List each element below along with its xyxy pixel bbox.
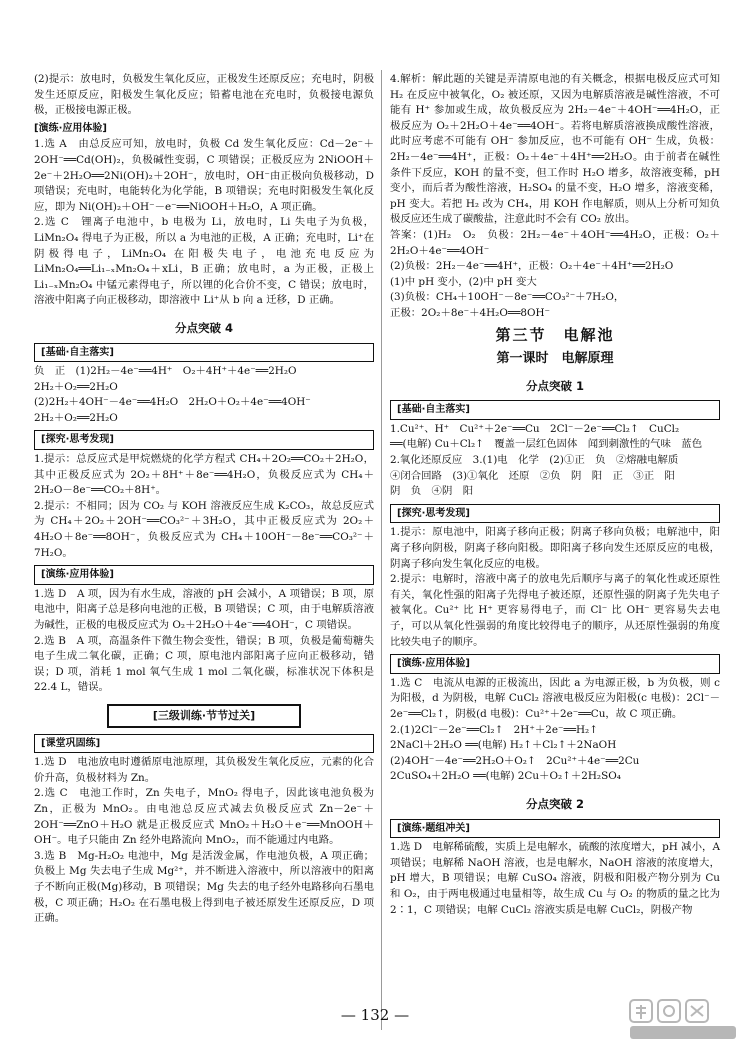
answer-line: 答案：(1)H₂ O₂ 负极：2H₂－4e⁻＋4OH⁻══4H₂O，正极：O₂＋2H₂O＋4e⁻══4OH⁻ bbox=[390, 228, 720, 257]
lesson-title: 第一课时 电解原理 bbox=[496, 351, 614, 367]
answer-line: 2NaCl＋2H₂O ══(电解) H₂↑＋Cl₂↑＋2NaOH bbox=[390, 739, 617, 752]
section-heading: 分点突破 1 bbox=[525, 378, 584, 393]
answer-line: 阴 负 ④阴 阳 bbox=[390, 485, 474, 498]
section-label: [探究·思考发现] bbox=[34, 430, 374, 450]
answer-line: ══(电解) Cu＋Cl₂↑ 覆盖一层红色固体 闻到刺激性的气味 蓝色 bbox=[390, 438, 703, 451]
answer-item: 2.选 B A 项，高温条件下微生物会变性，错误；B 项，负极是葡萄糖失电子生成二氧化碳，正确；C 项，原电池内部阳离子应向正极移动，错误；D 项，消耗 1 mol 氧气生成 1 mol 二氧化碳，标准状况下体积是 22.4 L，错误。 bbox=[34, 634, 374, 694]
answer-item: 4.解析：解此题的关键是弄清原电池的有关概念，根据电极反应式可知 H₂ 在反应中被氧化，O₂ 被还原，又因为电解质溶液是碱性溶液，不可能有 H⁺ 参加或生成，故负极反应为 2H₂－4e⁻＋4OH⁻══4H₂O，正极反应为 O₂＋2H₂O＋4e⁻══4OH⁻。若将电解质溶液换成酸性溶液，此时应考虑不可能有 OH⁻ 参加反应，也不可能有 OH⁻ 生成，负极：2H₂－4e⁻══4H⁺，正极：O₂＋4e⁻＋4H⁺══2H₂O。由于前者在碱性条件下反应，KOH 的量不变，但工作时 H₂O 增多，故溶液变稀，pH 变小，而后者为酸性溶液，H₂SO₄ 的量不变，H₂O 增多，溶液变稀，pH 变大。若把 H₂ 改为 CH₄，用 KOH 作电解质，则从上分析可知负极反应还生成了碳酸盐，注意此时不会有 CO₂ 放出。 bbox=[390, 73, 720, 226]
answer-item: 2.提示：电解时，溶液中离子的放电先后顺序与离子的氧化性或还原性有关，氧化性强的阳离子先得电子被还原，还原性强的阴离子先失电子被氧化。Cu²⁺ 比 H⁺ 更容易得电子，而 Cl⁻ 比 OH⁻ 更容易失去电子，可以从氧化性强弱的角度比较得电子的顺序，从还原性强弱的角度比较失电子的顺序。 bbox=[390, 573, 720, 648]
answer-line: 负 正 (1)2H₂－4e⁻══4H⁺ O₂＋4H⁺＋4e⁻══2H₂O bbox=[34, 365, 297, 378]
section-heading: 分点突破 4 bbox=[174, 320, 233, 335]
answer-line: (2)负极：2H₂－4e⁻══4H⁺，正极：O₂＋4e⁻＋4H⁺══2H₂O bbox=[390, 260, 674, 273]
section-label: [基础·自主落实] bbox=[34, 343, 374, 363]
answer-item: 1.选 A 由总反应可知，放电时，负极 Cd 发生氧化反应：Cd－2e⁻＋2OH⁻══Cd(OH)₂，负极碱性变弱，C 项错误；正极反应为 2NiOOH＋2e⁻＋2H₂O══2Ni(OH)₂＋2OH⁻，放电时，OH⁻由正极向负极移动，D 项错误；充电时，电能转化为化学能，B 项错误；充电时阳极发生氧化反应，即为 Ni(OH)₂＋OH⁻－e⁻══NiOOH＋H₂O，A 项正确。 bbox=[34, 138, 374, 213]
answer-item: 1.选 D 电解稀硫酸，实质上是电解水，硫酸的浓度增大，pH 减小，A 项错误；电解稀 NaOH 溶液，也是电解水，NaOH 溶液的浓度增大，pH 增大，B 项错误；电解 CuSO₄ 溶液，阴极和阳极产物分别为 Cu 和 O₂，由于两电极通过电量相等，故生成 Cu 与 O₂ 的物质的量之比为 2∶1，C 项错误；电解 CuCl₂ 溶液实质是电解 CuCl₂，阴极产物 bbox=[390, 841, 720, 916]
training-banner: [三级训练·节节过关] bbox=[107, 704, 301, 728]
answer-item: 3.选 B Mg-H₂O₂ 电池中，Mg 是活泼金属，作电池负极，A 项正确；负极上 Mg 失去电子生成 Mg²⁺，并不断进入溶液中，所以溶液中的阳离子不断向正极(Mg)移动，B 项错误；Mg 失去的电子经外电路移向石墨电极，C 项正确；H₂O₂ 在石墨电极上得到电子被还原发生还原反应，D 项正确。 bbox=[34, 849, 374, 925]
answer-item: 1.提示：原电池中，阳离子移向正极；阴离子移向负极；电解池中，阳离子移向阴极，阴离子移向阳极。即阳离子移向发生还原反应的电极，阴离子移向发生氧化反应的电极。 bbox=[390, 526, 720, 570]
answer-line: 2CuSO₄＋2H₂O ══(电解) 2Cu＋O₂↑＋2H₂SO₄ bbox=[390, 770, 621, 783]
answer-item: 2.选 C 锂离子电池中，b 电极为 Li，放电时，Li 失电子为负极，LiMn₂O₄ 得电子为正极，所以 a 为电池的正极，A 正确；充电时，Li⁺在阴极得电子，LiMn₂O₄ 在阳极失电子，电池充电反应为 LiMn₂O₄══Li₁₋ₓMn₂O₄＋xLi，B 正确；放电时，a 为正极，正极上 Li₁₋ₓMn₂O₄ 中锰元素得电子，所以锂的化合价不变，C 错误；放电时，溶液中阳离子向正极移动，即溶液中 Li⁺从 b 向 a 迁移，D 正确。 bbox=[34, 216, 374, 307]
answer-line: (2)4OH⁻－4e⁻══2H₂O＋O₂↑ 2Cu²⁺＋4e⁻══2Cu bbox=[390, 754, 640, 767]
answer-line: 2.(1)2Cl⁻－2e⁻══Cl₂↑ 2H⁺＋2e⁻══H₂↑ bbox=[390, 723, 598, 736]
intro-paragraph: (2)提示：放电时，负极发生氧化反应，正极发生还原反应；充电时，阴极发生还原反应，阳极发生氧化反应；铅蓄电池在充电时，负极接电源负极，正极接电源正极。 bbox=[34, 73, 374, 117]
answer-line: ④闭合回路 (3)①氧化 还原 ②负 阴 阳 正 ③正 阳 bbox=[390, 469, 675, 482]
column-divider bbox=[381, 70, 382, 1030]
section-label: [演练·题组冲关] bbox=[390, 819, 720, 839]
answer-line: (3)负极：CH₄＋10OH⁻－8e⁻══CO₃²⁻＋7H₂O， bbox=[390, 291, 625, 304]
answer-item: 1.选 D A 项，因为有水生成，溶液的 pH 会减小，A 项错误；B 项，原电池中，阳离子总是移向电池的正极，B 项错误；C 项，由于电解质溶液为碱性，正极的电极反应式为 O₂＋2H₂O＋4e⁻══4OH⁻，C 项错误。 bbox=[34, 587, 374, 631]
answer-line: 1.Cu²⁺、H⁺ Cu²⁺＋2e⁻══Cu 2Cl⁻－2e⁻══Cl₂↑ CuCl₂ bbox=[390, 422, 680, 435]
answer-line: 2.氧化还原反应 3.(1)电 化学 (2)①正 负 ②熔融电解质 bbox=[390, 454, 679, 467]
answer-line: 正极：2O₂＋8e⁻＋4H₂O══8OH⁻ bbox=[390, 306, 551, 319]
section-label: [演练·应用体验] bbox=[390, 654, 720, 674]
answer-line: 2H₂＋O₂══2H₂O bbox=[34, 411, 118, 424]
left-column bbox=[34, 72, 374, 927]
answer-item: 1.提示：总反应式是甲烷燃烧的化学方程式 CH₄＋2O₂══CO₂＋2H₂O，其中正极反应式为 2O₂＋8H⁺＋8e⁻══4H₂O，负极反应式为 CH₄＋2H₂O－8e⁻══CO₂＋8H⁺。 bbox=[34, 453, 374, 497]
answer-line: (1)中 pH 变小，(2)中 pH 变大 bbox=[390, 275, 537, 288]
section-label: [探究·思考发现] bbox=[390, 504, 720, 524]
chapter-title: 第三节 电解池 bbox=[495, 325, 615, 344]
section-label: [演练·应用体验] bbox=[34, 565, 374, 585]
section-label: [课堂巩固练] bbox=[34, 734, 374, 754]
answer-item: 1.选 D 电池放电时遵循原电池原理，其负极发生氧化反应，元素的化合价升高，负极材料为 Zn。 bbox=[34, 756, 374, 784]
answer-item: 2.提示：不相同；因为 CO₂ 与 KOH 溶液反应生成 K₂CO₃，故总反应式为 CH₄＋2O₂＋2OH⁻══CO₃²⁻＋3H₂O，其中正极反应式为 2O₂＋4H₂O＋8e⁻══8OH⁻，负极反应式为 CH₄＋10OH⁻－8e⁻══CO₃²⁻＋7H₂O。 bbox=[34, 499, 374, 559]
answer-line: (2)2H₂＋4OH⁻－4e⁻══4H₂O 2H₂O＋O₂＋4e⁻══4OH⁻ bbox=[34, 396, 311, 409]
section-label: [演练·应用体验] bbox=[34, 122, 107, 134]
right-column bbox=[390, 72, 720, 918]
answer-item: 2.选 C 电池工作时，Zn 失电子，MnO₂ 得电子，因此该电池负极为 Zn，正极为 MnO₂。由电池总反应式减去负极反应式 Zn－2e⁻＋2OH⁻══ZnO＋H₂O 就是正极反应式 MnO₂＋H₂O＋e⁻══MnOOH＋OH⁻。电子只能由 Zn 经外电路流向 MnO₂，而不能通过内电路。 bbox=[34, 787, 374, 847]
page-number: — 132 — bbox=[340, 1006, 410, 1024]
watermark-logo bbox=[628, 996, 738, 1042]
answer-line: 2H₂＋O₂══2H₂O bbox=[34, 380, 118, 393]
section-label: [基础·自主落实] bbox=[390, 400, 720, 420]
answer-item: 1.选 C 电流从电源的正极流出，因此 a 为电源正极，b 为负极，则 c 为阳极，d 为阴极，电解 CuCl₂ 溶液电极反应为阳极(c 电极)：2Cl⁻－2e⁻══Cl₂↑，阴极(d 电极)：Cu²⁺＋2e⁻══Cu，故 C 项正确。 bbox=[390, 676, 720, 720]
section-heading: 分点突破 2 bbox=[525, 796, 584, 811]
